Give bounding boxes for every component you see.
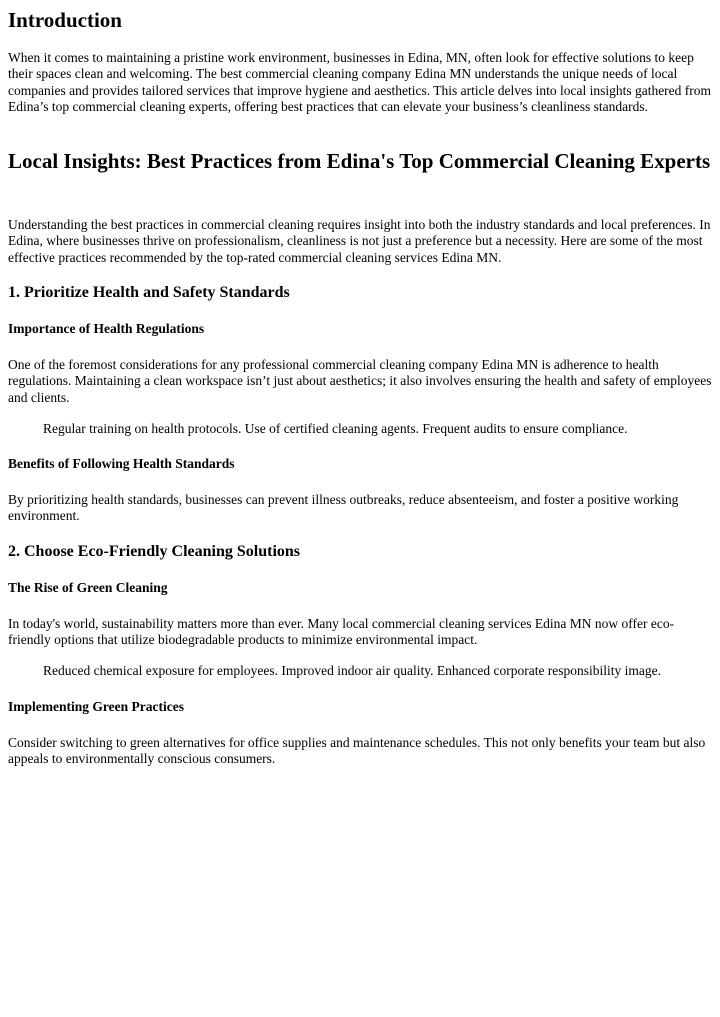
- intro-heading: Introduction: [8, 8, 122, 32]
- section2-heading: 2. Choose Eco-Friendly Cleaning Solutions: [8, 543, 301, 560]
- section2-sub1-list: Reduced chemical exposure for employees. Improved indoor air quality. Enhanced corporate responsibility image.: [43, 663, 662, 678]
- section2-sub2-paragraph: Consider switching to green alternatives for office supplies and maintenance schedules. This not only benefits your team but also appeals to environmentally conscious consumers.: [8, 735, 706, 767]
- section1-sub2-heading: Benefits of Following Health Standards: [8, 456, 235, 471]
- local-insights-paragraph: Understanding the best practices in commercial cleaning requires insight into both the industry standards and local preferences. In Edina, where businesses thrive on professionalism, cleanliness is not just a preference but a necessity. Here are some of the most effective practices recommended by the top-rated commercial cleaning services Edina MN.: [8, 217, 711, 265]
- intro-paragraph: When it comes to maintaining a pristine work environment, businesses in Edina, MN, often look for effective solutions to keep their spaces clean and welcoming. The best commercial cleaning company Edina MN understands the unique needs of local companies and provides tailored services that improve hygiene and aesthetics. This article delves into local insights gathered from Edina’s top commercial cleaning experts, offering best practices that can elevate your business’s cleanliness standards.: [8, 50, 712, 115]
- local-insights-heading: Local Insights: Best Practices from Edina's Top Commercial Cleaning Experts: [8, 149, 711, 173]
- section1-sub2-paragraph: By prioritizing health standards, businesses can prevent illness outbreaks, reduce absenteeism, and foster a positive working environment.: [8, 492, 679, 524]
- section1-heading: 1. Prioritize Health and Safety Standards: [8, 284, 290, 301]
- section2-sub1-paragraph: In today's world, sustainability matters more than ever. Many local commercial cleaning services Edina MN now offer eco-friendly options that utilize biodegradable products to minimize environmental impact.: [8, 616, 675, 648]
- section1-sub1-list: Regular training on health protocols. Use of certified cleaning agents. Frequent audits to ensure compliance.: [43, 421, 628, 436]
- section2-sub2-heading: Implementing Green Practices: [8, 699, 184, 714]
- section2-sub1-heading: The Rise of Green Cleaning: [8, 580, 168, 595]
- section1-sub1-paragraph: One of the foremost considerations for any professional commercial cleaning company Edina MN is adherence to health regulations. Maintaining a clean workspace isn’t just about aesthetics; it also involves ensuring the health and safety of employees and clients.: [8, 357, 712, 405]
- section1-sub1-heading: Importance of Health Regulations: [8, 321, 205, 336]
